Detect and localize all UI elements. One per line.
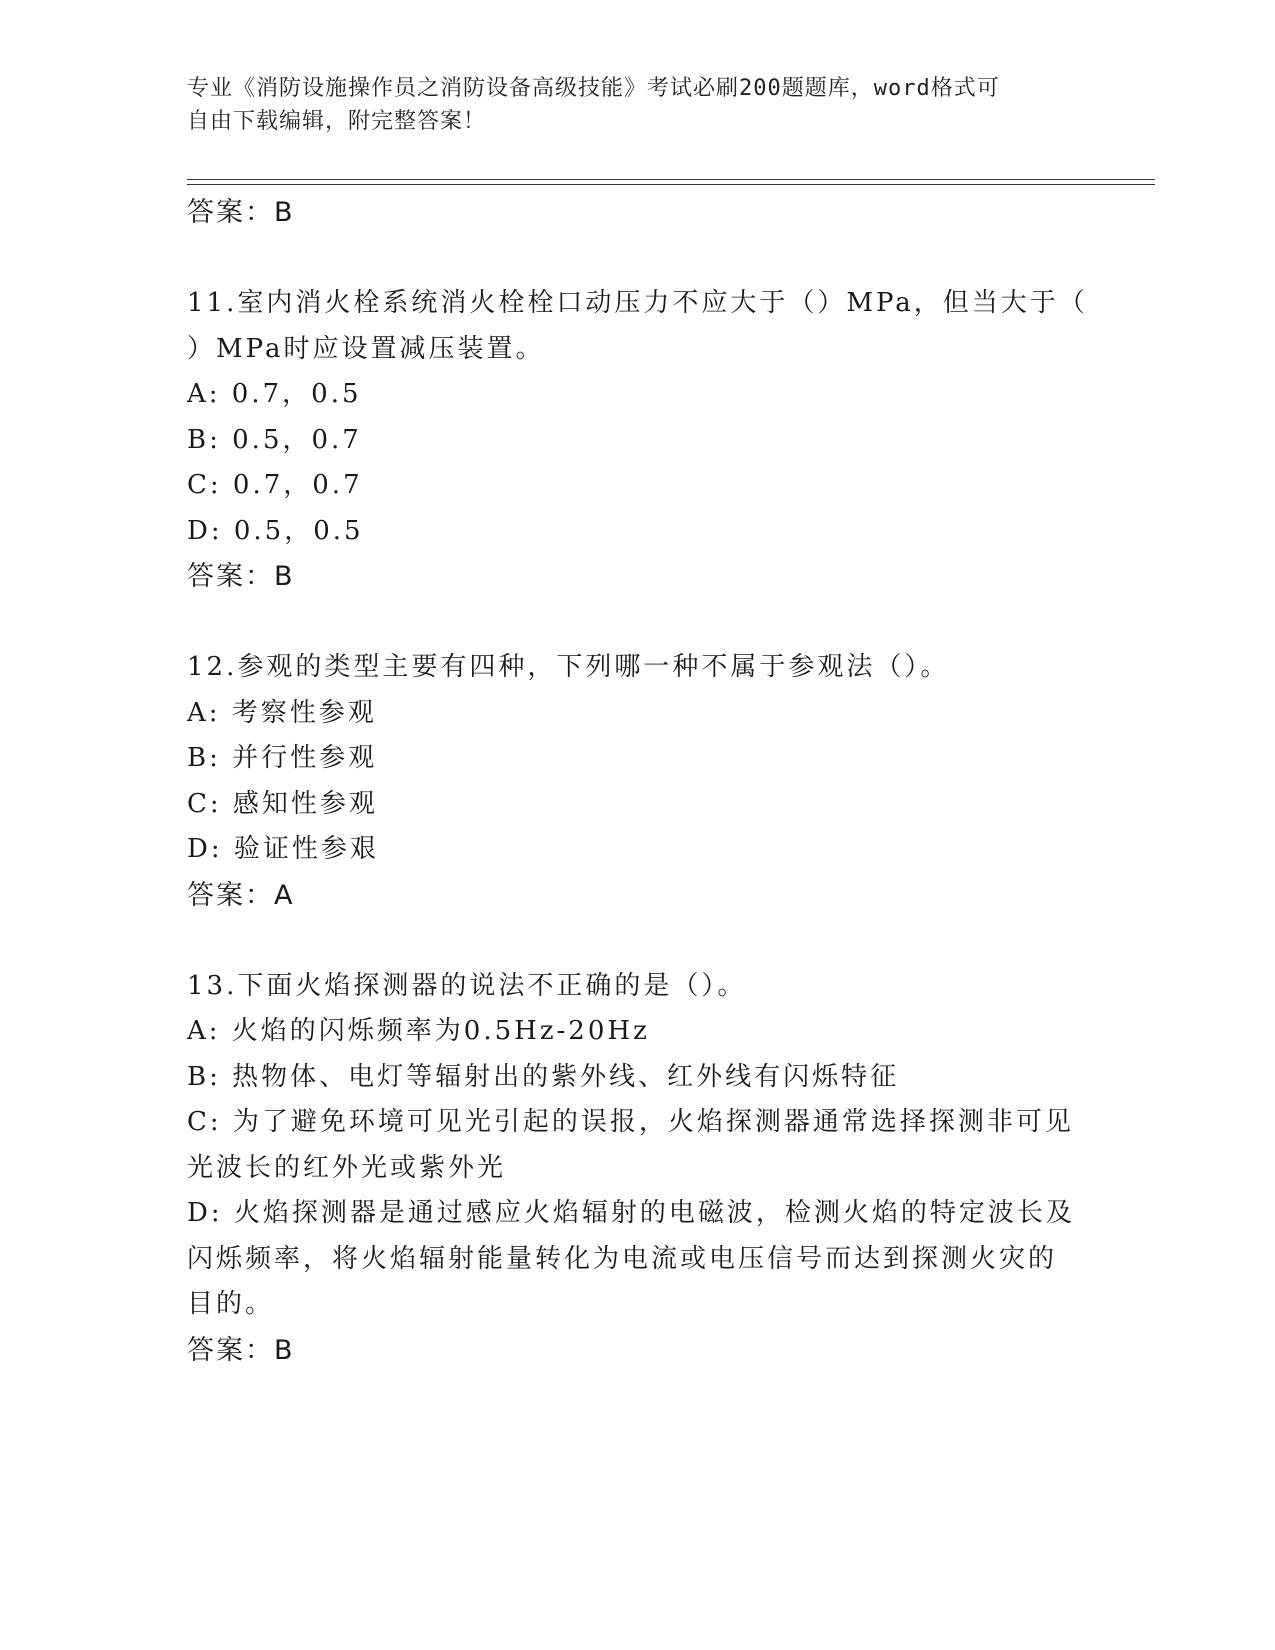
answer: 答案：A xyxy=(187,879,295,911)
option-c: C: 0.7，0.7 xyxy=(187,470,363,500)
previous-answer: 答案：B xyxy=(187,197,295,228)
document-body xyxy=(187,190,1087,1373)
question-13 xyxy=(187,964,1087,1374)
header-divider-bottom xyxy=(187,184,1155,185)
page-header xyxy=(187,72,1067,138)
question-12 xyxy=(187,645,1087,918)
option-d: D: 验证性参艰 xyxy=(187,834,379,864)
option-d-continued: 闪烁频率，将火焰辐射能量转化为电流或电压信号而达到探测火灾的 xyxy=(187,1243,1058,1274)
question-stem: 12.参观的类型主要有四种，下列哪一种不属于参观法（）。 xyxy=(187,652,950,682)
question-11 xyxy=(187,281,1087,600)
option-c: C: 为了避免环境可见光引起的误报，火焰探测器通常选择探测非可见 xyxy=(187,1107,1074,1137)
header-line-2: 自由下载编辑，附完整答案！ xyxy=(187,109,487,134)
option-c: C: 感知性参观 xyxy=(187,788,378,819)
option-a: A: 考察性参观 xyxy=(187,697,377,728)
option-b: B: 并行性参观 xyxy=(187,743,378,773)
option-b: B: 0.5，0.7 xyxy=(187,424,362,455)
option-d-continued: 目的。 xyxy=(187,1289,275,1319)
option-d: D: 0.5，0.5 xyxy=(187,515,364,546)
option-a: A: 火焰的闪烁频率为0.5Hz-20Hz xyxy=(187,1016,650,1046)
question-stem-continued: ）MPa时应设置减压装置。 xyxy=(187,333,545,364)
header-divider-top xyxy=(187,179,1155,180)
answer: 答案：B xyxy=(187,561,295,592)
option-d: D: 火焰探测器是通过感应火焰辐射的电磁波，检测火焰的特定波长及 xyxy=(187,1198,1075,1228)
answer: 答案：B xyxy=(187,1334,295,1366)
option-c-continued: 光波长的红外光或紫外光 xyxy=(187,1152,507,1183)
option-a: A: 0.7，0.5 xyxy=(187,379,362,409)
question-stem: 13.下面火焰探测器的说法不正确的是（）。 xyxy=(187,970,747,1001)
question-stem: 11.室内消火栓系统消火栓栓口动压力不应大于（）MPa，但当大于（ xyxy=(187,288,1088,318)
option-b: B: 热物体、电灯等辐射出的紫外线、红外线有闪烁特征 xyxy=(187,1061,900,1092)
header-line-1: 专业《消防设施操作员之消防设备高级技能》考试必刷200题题库，word格式可 xyxy=(187,76,1000,101)
